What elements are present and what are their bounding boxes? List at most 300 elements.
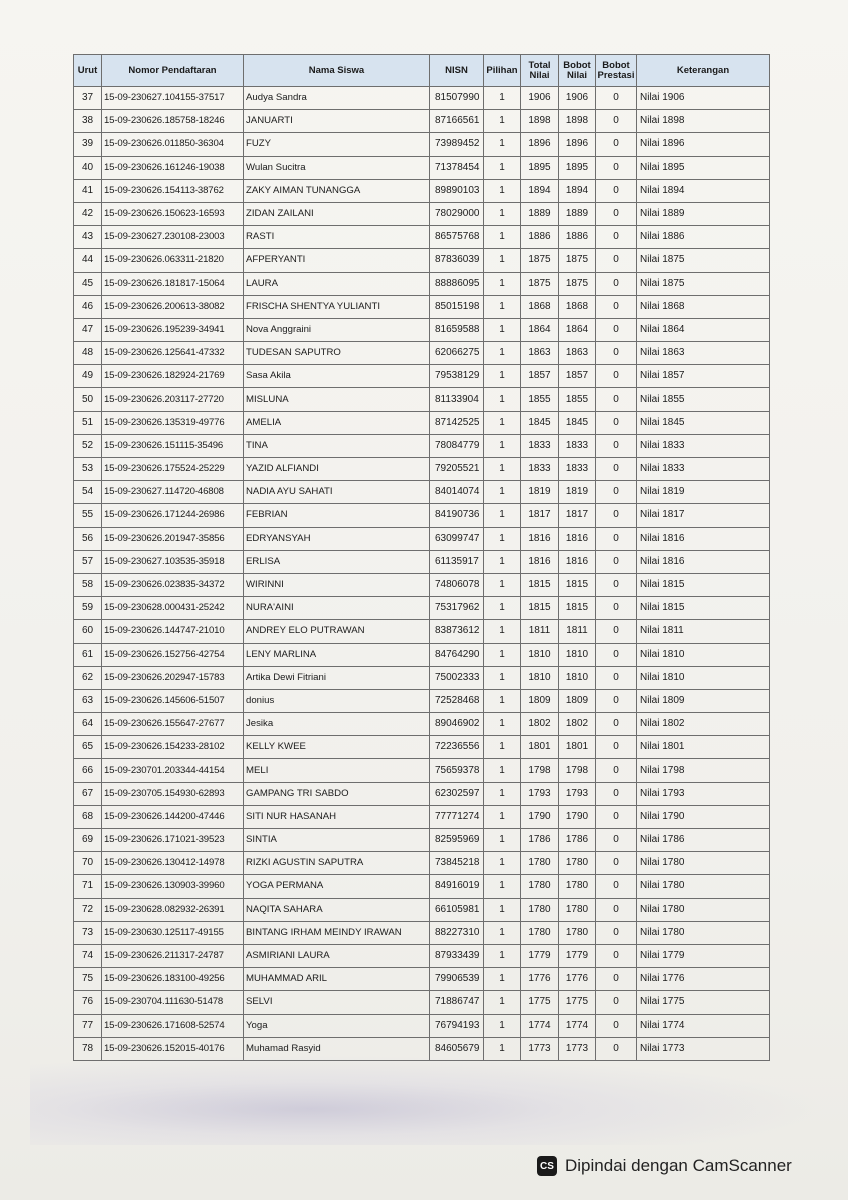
- cell-keterangan: Nilai 1815: [637, 597, 770, 620]
- cell-nama-siswa: NAQITA SAHARA: [244, 898, 430, 921]
- table-row: [74, 411, 770, 434]
- cell-nama-siswa: Wulan Sucitra: [244, 156, 430, 179]
- cell-bobot-nilai: 1855: [559, 388, 596, 411]
- cell-pilihan: 1: [484, 342, 521, 365]
- cell-nomor-pendaftaran: 15-09-230626.144747-21010: [102, 620, 244, 643]
- cell-bobot-prestasi: 0: [596, 434, 637, 457]
- cell-nama-siswa: Artika Dewi Fitriani: [244, 666, 430, 689]
- cell-keterangan: Nilai 1780: [637, 898, 770, 921]
- table-row: [74, 898, 770, 921]
- header-urut: Urut: [74, 55, 102, 87]
- table-body: [74, 87, 770, 1061]
- cell-pilihan: 1: [484, 202, 521, 225]
- cell-bobot-nilai: 1773: [559, 1037, 596, 1060]
- cell-nisn: 87836039: [430, 249, 484, 272]
- cell-nomor-pendaftaran: 15-09-230628.000431-25242: [102, 597, 244, 620]
- cell-nomor-pendaftaran: 15-09-230626.171608-52574: [102, 1014, 244, 1037]
- cell-bobot-nilai: 1780: [559, 898, 596, 921]
- cell-bobot-prestasi: 0: [596, 365, 637, 388]
- cell-nomor-pendaftaran: 15-09-230626.202947-15783: [102, 666, 244, 689]
- scan-smudge: [30, 1055, 830, 1145]
- cell-nomor-pendaftaran: 15-09-230626.125641-47332: [102, 342, 244, 365]
- table-row: [74, 226, 770, 249]
- cell-keterangan: Nilai 1875: [637, 272, 770, 295]
- cell-total-nilai: 1894: [521, 179, 559, 202]
- cell-nomor-pendaftaran: 15-09-230626.152015-40176: [102, 1037, 244, 1060]
- cell-keterangan: Nilai 1775: [637, 991, 770, 1014]
- cell-total-nilai: 1816: [521, 527, 559, 550]
- table-row: [74, 852, 770, 875]
- cell-bobot-prestasi: 0: [596, 202, 637, 225]
- cell-nisn: 71378454: [430, 156, 484, 179]
- cell-pilihan: 1: [484, 226, 521, 249]
- cell-nomor-pendaftaran: 15-09-230626.175524-25229: [102, 458, 244, 481]
- cell-bobot-nilai: 1896: [559, 133, 596, 156]
- cell-nama-siswa: donius: [244, 689, 430, 712]
- cell-bobot-nilai: 1819: [559, 481, 596, 504]
- cell-nomor-pendaftaran: 15-09-230626.135319-49776: [102, 411, 244, 434]
- cell-bobot-nilai: 1811: [559, 620, 596, 643]
- cell-bobot-prestasi: 0: [596, 550, 637, 573]
- cell-bobot-prestasi: 0: [596, 852, 637, 875]
- cell-bobot-prestasi: 0: [596, 133, 637, 156]
- cell-nomor-pendaftaran: 15-09-230627.114720-46808: [102, 481, 244, 504]
- cell-keterangan: Nilai 1845: [637, 411, 770, 434]
- cell-bobot-prestasi: 0: [596, 782, 637, 805]
- cell-bobot-prestasi: 0: [596, 736, 637, 759]
- cell-nama-siswa: SITI NUR HASANAH: [244, 805, 430, 828]
- cell-nisn: 81659588: [430, 318, 484, 341]
- cell-total-nilai: 1780: [521, 852, 559, 875]
- cell-nama-siswa: MISLUNA: [244, 388, 430, 411]
- cell-nomor-pendaftaran: 15-09-230627.104155-37517: [102, 87, 244, 110]
- table-row: [74, 573, 770, 596]
- cell-keterangan: Nilai 1864: [637, 318, 770, 341]
- cell-keterangan: Nilai 1809: [637, 689, 770, 712]
- cell-nomor-pendaftaran: 15-09-230626.181817-15064: [102, 272, 244, 295]
- cell-nisn: 73845218: [430, 852, 484, 875]
- table-row: [74, 504, 770, 527]
- cell-nomor-pendaftaran: 15-09-230626.152756-42754: [102, 643, 244, 666]
- cell-urut: 70: [74, 852, 102, 875]
- cell-bobot-nilai: 1906: [559, 87, 596, 110]
- cell-total-nilai: 1819: [521, 481, 559, 504]
- cell-bobot-prestasi: 0: [596, 504, 637, 527]
- cell-nomor-pendaftaran: 15-09-230630.125117-49155: [102, 921, 244, 944]
- cell-total-nilai: 1875: [521, 249, 559, 272]
- cell-nomor-pendaftaran: 15-09-230626.182924-21769: [102, 365, 244, 388]
- cell-nisn: 62066275: [430, 342, 484, 365]
- cell-pilihan: 1: [484, 411, 521, 434]
- cell-bobot-nilai: 1793: [559, 782, 596, 805]
- cell-bobot-prestasi: 0: [596, 1014, 637, 1037]
- camscanner-watermark: [537, 1153, 792, 1179]
- cell-bobot-prestasi: 0: [596, 110, 637, 133]
- cell-bobot-nilai: 1810: [559, 666, 596, 689]
- cell-nama-siswa: NURA'AINI: [244, 597, 430, 620]
- cell-bobot-prestasi: 0: [596, 388, 637, 411]
- cell-bobot-nilai: 1810: [559, 643, 596, 666]
- cell-nomor-pendaftaran: 15-09-230705.154930-62893: [102, 782, 244, 805]
- cell-nomor-pendaftaran: 15-09-230626.130412-14978: [102, 852, 244, 875]
- cell-urut: 48: [74, 342, 102, 365]
- cell-bobot-nilai: 1898: [559, 110, 596, 133]
- cell-pilihan: 1: [484, 620, 521, 643]
- cell-keterangan: Nilai 1895: [637, 156, 770, 179]
- cell-total-nilai: 1864: [521, 318, 559, 341]
- cell-urut: 71: [74, 875, 102, 898]
- cell-urut: 64: [74, 713, 102, 736]
- cell-keterangan: Nilai 1811: [637, 620, 770, 643]
- cell-nisn: 66105981: [430, 898, 484, 921]
- header-bobot-nilai: Bobot Nilai: [559, 55, 596, 87]
- cell-nomor-pendaftaran: 15-09-230626.171021-39523: [102, 829, 244, 852]
- cell-urut: 44: [74, 249, 102, 272]
- cell-keterangan: Nilai 1793: [637, 782, 770, 805]
- cell-nomor-pendaftaran: 15-09-230626.155647-27677: [102, 713, 244, 736]
- cell-urut: 74: [74, 944, 102, 967]
- cell-nama-siswa: AFPERYANTI: [244, 249, 430, 272]
- cell-pilihan: 1: [484, 805, 521, 828]
- cell-bobot-nilai: 1780: [559, 875, 596, 898]
- table-row: [74, 342, 770, 365]
- cell-keterangan: Nilai 1790: [637, 805, 770, 828]
- cell-keterangan: Nilai 1816: [637, 550, 770, 573]
- cell-nama-siswa: MELI: [244, 759, 430, 782]
- cell-nisn: 62302597: [430, 782, 484, 805]
- cell-nisn: 87933439: [430, 944, 484, 967]
- cell-total-nilai: 1774: [521, 1014, 559, 1037]
- cell-nisn: 88227310: [430, 921, 484, 944]
- cell-keterangan: Nilai 1816: [637, 527, 770, 550]
- cell-bobot-prestasi: 0: [596, 87, 637, 110]
- table-row: [74, 133, 770, 156]
- cell-bobot-prestasi: 0: [596, 458, 637, 481]
- cell-nama-siswa: TUDESAN SAPUTRO: [244, 342, 430, 365]
- cell-nama-siswa: Yoga: [244, 1014, 430, 1037]
- table-row: [74, 643, 770, 666]
- cell-pilihan: 1: [484, 527, 521, 550]
- cell-urut: 78: [74, 1037, 102, 1060]
- cell-pilihan: 1: [484, 179, 521, 202]
- cell-pilihan: 1: [484, 458, 521, 481]
- cell-total-nilai: 1875: [521, 272, 559, 295]
- cell-pilihan: 1: [484, 481, 521, 504]
- cell-bobot-nilai: 1894: [559, 179, 596, 202]
- cell-nama-siswa: AMELIA: [244, 411, 430, 434]
- cell-total-nilai: 1863: [521, 342, 559, 365]
- cell-nama-siswa: ASMIRIANI LAURA: [244, 944, 430, 967]
- table-row: [74, 666, 770, 689]
- cell-pilihan: 1: [484, 318, 521, 341]
- cell-keterangan: Nilai 1898: [637, 110, 770, 133]
- cell-bobot-nilai: 1845: [559, 411, 596, 434]
- cell-pilihan: 1: [484, 249, 521, 272]
- table-row: [74, 481, 770, 504]
- cell-bobot-prestasi: 0: [596, 249, 637, 272]
- ranking-table: [73, 54, 770, 1061]
- cell-bobot-nilai: 1801: [559, 736, 596, 759]
- cell-total-nilai: 1815: [521, 597, 559, 620]
- cell-nisn: 79538129: [430, 365, 484, 388]
- cell-bobot-prestasi: 0: [596, 295, 637, 318]
- table-row: [74, 805, 770, 828]
- table-row: [74, 295, 770, 318]
- cell-nomor-pendaftaran: 15-09-230626.130903-39960: [102, 875, 244, 898]
- cell-keterangan: Nilai 1857: [637, 365, 770, 388]
- cell-pilihan: 1: [484, 852, 521, 875]
- table-row: [74, 689, 770, 712]
- cell-keterangan: Nilai 1868: [637, 295, 770, 318]
- table-row: [74, 249, 770, 272]
- cell-nomor-pendaftaran: 15-09-230626.063311-21820: [102, 249, 244, 272]
- table-row: [74, 87, 770, 110]
- cell-nama-siswa: Jesika: [244, 713, 430, 736]
- cell-nama-siswa: RIZKI AGUSTIN SAPUTRA: [244, 852, 430, 875]
- cell-bobot-prestasi: 0: [596, 666, 637, 689]
- cell-nama-siswa: YOGA PERMANA: [244, 875, 430, 898]
- cell-urut: 75: [74, 968, 102, 991]
- header-total-nilai: Total Nilai: [521, 55, 559, 87]
- cell-nama-siswa: ANDREY ELO PUTRAWAN: [244, 620, 430, 643]
- cell-nomor-pendaftaran: 15-09-230626.185758-18246: [102, 110, 244, 133]
- table-row: [74, 318, 770, 341]
- cell-bobot-nilai: 1889: [559, 202, 596, 225]
- table-row: [74, 944, 770, 967]
- cell-bobot-nilai: 1802: [559, 713, 596, 736]
- cell-keterangan: Nilai 1776: [637, 968, 770, 991]
- cell-pilihan: 1: [484, 666, 521, 689]
- cell-bobot-nilai: 1776: [559, 968, 596, 991]
- cell-total-nilai: 1775: [521, 991, 559, 1014]
- cell-total-nilai: 1816: [521, 550, 559, 573]
- cell-total-nilai: 1790: [521, 805, 559, 828]
- cell-urut: 47: [74, 318, 102, 341]
- cell-nomor-pendaftaran: 15-09-230626.150623-16593: [102, 202, 244, 225]
- cell-bobot-nilai: 1833: [559, 434, 596, 457]
- cell-total-nilai: 1855: [521, 388, 559, 411]
- cell-total-nilai: 1802: [521, 713, 559, 736]
- cell-nisn: 76794193: [430, 1014, 484, 1037]
- cell-keterangan: Nilai 1780: [637, 875, 770, 898]
- cell-nisn: 75659378: [430, 759, 484, 782]
- cell-nomor-pendaftaran: 15-09-230627.103535-35918: [102, 550, 244, 573]
- cell-urut: 76: [74, 991, 102, 1014]
- cell-urut: 42: [74, 202, 102, 225]
- cell-nama-siswa: LENY MARLINA: [244, 643, 430, 666]
- table-row: [74, 110, 770, 133]
- cell-nama-siswa: RASTI: [244, 226, 430, 249]
- cell-total-nilai: 1833: [521, 434, 559, 457]
- cell-total-nilai: 1773: [521, 1037, 559, 1060]
- cell-urut: 50: [74, 388, 102, 411]
- table-row: [74, 829, 770, 852]
- cell-total-nilai: 1896: [521, 133, 559, 156]
- cell-urut: 51: [74, 411, 102, 434]
- cell-urut: 45: [74, 272, 102, 295]
- cell-nomor-pendaftaran: 15-09-230628.082932-26391: [102, 898, 244, 921]
- cell-nama-siswa: TINA: [244, 434, 430, 457]
- cell-total-nilai: 1868: [521, 295, 559, 318]
- cell-urut: 40: [74, 156, 102, 179]
- cell-nomor-pendaftaran: 15-09-230626.154113-38762: [102, 179, 244, 202]
- cell-nisn: 73989452: [430, 133, 484, 156]
- cell-bobot-nilai: 1817: [559, 504, 596, 527]
- cell-nomor-pendaftaran: 15-09-230626.200613-38082: [102, 295, 244, 318]
- cell-nama-siswa: Nova Anggraini: [244, 318, 430, 341]
- cell-total-nilai: 1857: [521, 365, 559, 388]
- cell-total-nilai: 1810: [521, 666, 559, 689]
- cell-bobot-nilai: 1833: [559, 458, 596, 481]
- cell-pilihan: 1: [484, 759, 521, 782]
- table-row: [74, 875, 770, 898]
- cell-nisn: 89890103: [430, 179, 484, 202]
- cell-nisn: 71886747: [430, 991, 484, 1014]
- cell-bobot-prestasi: 0: [596, 805, 637, 828]
- header-bobot-prestasi: Bobot Prestasi: [596, 55, 637, 87]
- cell-nisn: 87142525: [430, 411, 484, 434]
- cell-total-nilai: 1889: [521, 202, 559, 225]
- cell-keterangan: Nilai 1773: [637, 1037, 770, 1060]
- cell-nisn: 77771274: [430, 805, 484, 828]
- table-row: [74, 434, 770, 457]
- cell-nomor-pendaftaran: 15-09-230626.161246-19038: [102, 156, 244, 179]
- cell-pilihan: 1: [484, 968, 521, 991]
- cell-keterangan: Nilai 1889: [637, 202, 770, 225]
- cell-nisn: 72528468: [430, 689, 484, 712]
- cell-bobot-prestasi: 0: [596, 991, 637, 1014]
- cell-urut: 37: [74, 87, 102, 110]
- cell-total-nilai: 1833: [521, 458, 559, 481]
- cell-pilihan: 1: [484, 643, 521, 666]
- table-row: [74, 597, 770, 620]
- cell-nomor-pendaftaran: 15-09-230627.230108-23003: [102, 226, 244, 249]
- cell-bobot-prestasi: 0: [596, 527, 637, 550]
- cell-nama-siswa: KELLY KWEE: [244, 736, 430, 759]
- cell-total-nilai: 1801: [521, 736, 559, 759]
- cell-pilihan: 1: [484, 829, 521, 852]
- cell-urut: 65: [74, 736, 102, 759]
- table-row: [74, 527, 770, 550]
- cell-total-nilai: 1779: [521, 944, 559, 967]
- table-row: [74, 1014, 770, 1037]
- cell-urut: 61: [74, 643, 102, 666]
- cell-bobot-prestasi: 0: [596, 829, 637, 852]
- header-nisn: NISN: [430, 55, 484, 87]
- cell-total-nilai: 1786: [521, 829, 559, 852]
- cell-total-nilai: 1895: [521, 156, 559, 179]
- cell-nomor-pendaftaran: 15-09-230626.145606-51507: [102, 689, 244, 712]
- cell-total-nilai: 1793: [521, 782, 559, 805]
- cell-keterangan: Nilai 1780: [637, 852, 770, 875]
- cell-bobot-nilai: 1857: [559, 365, 596, 388]
- cell-bobot-nilai: 1775: [559, 991, 596, 1014]
- camscanner-logo-icon: CS: [537, 1156, 557, 1176]
- cell-urut: 59: [74, 597, 102, 620]
- cell-nama-siswa: NADIA AYU SAHATI: [244, 481, 430, 504]
- cell-urut: 52: [74, 434, 102, 457]
- header-nomor-pendaftaran: Nomor Pendaftaran: [102, 55, 244, 87]
- cell-nomor-pendaftaran: 15-09-230626.211317-24787: [102, 944, 244, 967]
- cell-nomor-pendaftaran: 15-09-230626.195239-34941: [102, 318, 244, 341]
- cell-pilihan: 1: [484, 156, 521, 179]
- cell-total-nilai: 1809: [521, 689, 559, 712]
- cell-bobot-prestasi: 0: [596, 1037, 637, 1060]
- cell-urut: 38: [74, 110, 102, 133]
- table-row: [74, 272, 770, 295]
- cell-nisn: 81133904: [430, 388, 484, 411]
- cell-nisn: 83873612: [430, 620, 484, 643]
- cell-nisn: 85015198: [430, 295, 484, 318]
- cell-total-nilai: 1898: [521, 110, 559, 133]
- cell-nama-siswa: MUHAMMAD ARIL: [244, 968, 430, 991]
- cell-nisn: 63099747: [430, 527, 484, 550]
- cell-bobot-prestasi: 0: [596, 643, 637, 666]
- cell-nama-siswa: ZIDAN ZAILANI: [244, 202, 430, 225]
- cell-pilihan: 1: [484, 898, 521, 921]
- cell-nomor-pendaftaran: 15-09-230626.183100-49256: [102, 968, 244, 991]
- cell-pilihan: 1: [484, 1037, 521, 1060]
- cell-keterangan: Nilai 1798: [637, 759, 770, 782]
- header-nama-siswa: Nama Siswa: [244, 55, 430, 87]
- cell-keterangan: Nilai 1833: [637, 434, 770, 457]
- cell-bobot-prestasi: 0: [596, 620, 637, 643]
- cell-bobot-nilai: 1875: [559, 249, 596, 272]
- cell-nama-siswa: ZAKY AIMAN TUNANGGA: [244, 179, 430, 202]
- cell-pilihan: 1: [484, 550, 521, 573]
- cell-nama-siswa: FRISCHA SHENTYA YULIANTI: [244, 295, 430, 318]
- cell-nomor-pendaftaran: 15-09-230626.023835-34372: [102, 573, 244, 596]
- cell-nama-siswa: WIRINNI: [244, 573, 430, 596]
- cell-bobot-nilai: 1786: [559, 829, 596, 852]
- cell-bobot-nilai: 1779: [559, 944, 596, 967]
- cell-nisn: 84014074: [430, 481, 484, 504]
- cell-pilihan: 1: [484, 573, 521, 596]
- cell-urut: 49: [74, 365, 102, 388]
- cell-pilihan: 1: [484, 365, 521, 388]
- cell-nama-siswa: SINTIA: [244, 829, 430, 852]
- cell-keterangan: Nilai 1833: [637, 458, 770, 481]
- cell-bobot-prestasi: 0: [596, 226, 637, 249]
- cell-nomor-pendaftaran: 15-09-230626.011850-36304: [102, 133, 244, 156]
- cell-keterangan: Nilai 1810: [637, 643, 770, 666]
- cell-pilihan: 1: [484, 597, 521, 620]
- cell-urut: 39: [74, 133, 102, 156]
- cell-pilihan: 1: [484, 434, 521, 457]
- table-row: [74, 968, 770, 991]
- cell-nomor-pendaftaran: 15-09-230626.151115-35496: [102, 434, 244, 457]
- cell-bobot-prestasi: 0: [596, 898, 637, 921]
- cell-urut: 72: [74, 898, 102, 921]
- cell-nisn: 74806078: [430, 573, 484, 596]
- cell-bobot-nilai: 1868: [559, 295, 596, 318]
- cell-nisn: 84605679: [430, 1037, 484, 1060]
- cell-bobot-prestasi: 0: [596, 968, 637, 991]
- cell-keterangan: Nilai 1896: [637, 133, 770, 156]
- cell-bobot-prestasi: 0: [596, 156, 637, 179]
- table-row: [74, 736, 770, 759]
- cell-keterangan: Nilai 1815: [637, 573, 770, 596]
- cell-keterangan: Nilai 1774: [637, 1014, 770, 1037]
- cell-nama-siswa: JANUARTI: [244, 110, 430, 133]
- cell-nisn: 86575768: [430, 226, 484, 249]
- cell-keterangan: Nilai 1786: [637, 829, 770, 852]
- camscanner-text: Dipindai dengan CamScanner: [565, 1156, 792, 1175]
- table-row: [74, 620, 770, 643]
- cell-bobot-nilai: 1815: [559, 573, 596, 596]
- cell-keterangan: Nilai 1801: [637, 736, 770, 759]
- cell-bobot-prestasi: 0: [596, 713, 637, 736]
